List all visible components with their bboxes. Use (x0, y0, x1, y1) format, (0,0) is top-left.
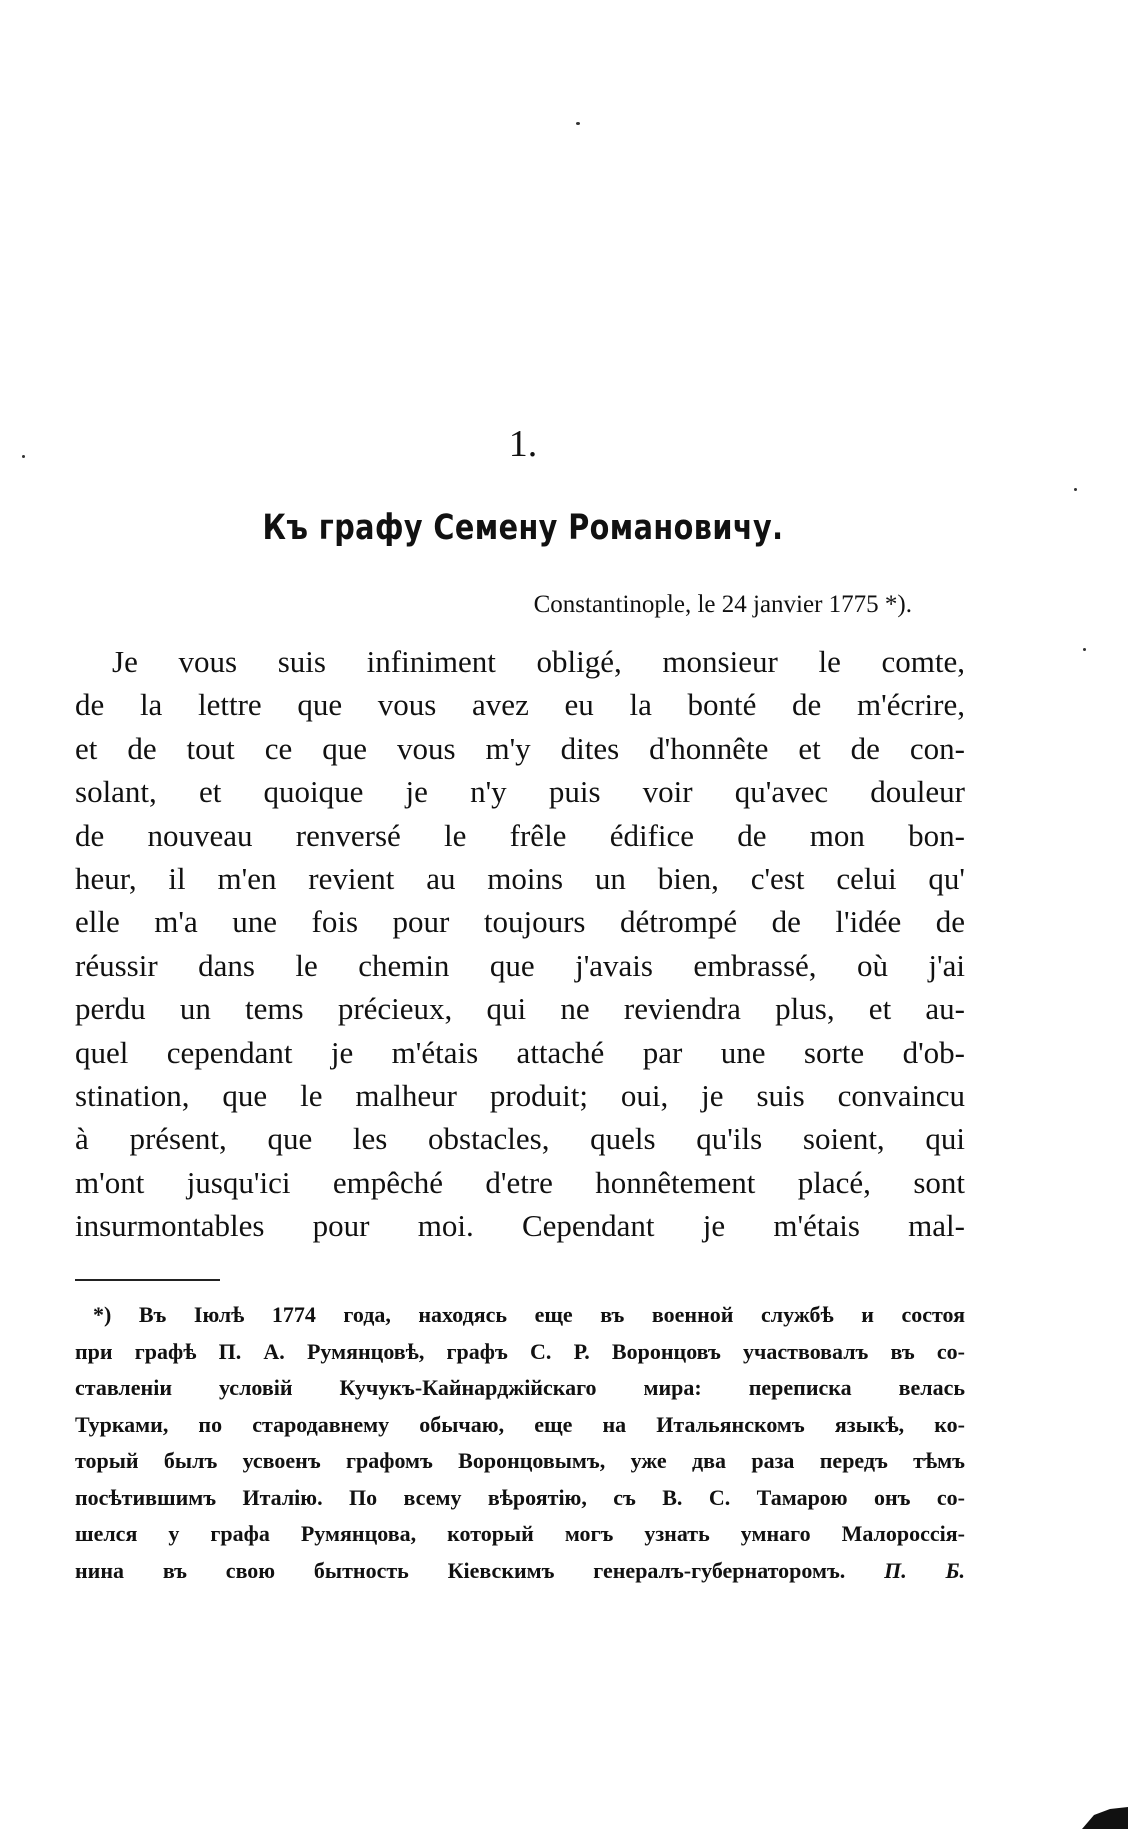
body-line: stination, que le malheur produit; oui, je suis convaincu (75, 1077, 965, 1113)
letter-body (75, 640, 965, 1247)
body-line: de la lettre que vous avez eu la bonté de m'écrire, (75, 687, 965, 723)
letter-number: 1. (508, 423, 538, 465)
footnote-last-line (75, 1553, 965, 1590)
footnote-line: при графѣ П. А. Румянцовѣ, графъ С. Р. Воронцовъ участвовалъ въ со- (75, 1338, 965, 1364)
body-line: de nouveau renversé le frêle édifice de mon bon- (75, 817, 965, 853)
print-speck (1083, 648, 1086, 651)
print-speck (1074, 488, 1077, 491)
letter-dateline: Constantinople, le 24 janvier 1775 *). (533, 591, 912, 618)
footnote-line: торый былъ усвоенъ графомъ Воронцовымъ, уже два раза передъ тѣмъ (75, 1448, 965, 1473)
footnote-line-text: нина въ свою бытность Кіевскимъ генералъ-губернаторомъ. (75, 1557, 846, 1583)
body-line: à présent, que les obstacles, quels qu'ils soient, qui (75, 1121, 965, 1157)
letter-heading: Къ графу Семену Романовичу. (262, 508, 784, 548)
page-corner-mark (1080, 1803, 1130, 1831)
footnote-line: Турками, по стародавнему обычаю, еще на Итальянскомъ языкѣ, ко- (75, 1411, 965, 1437)
footnote-line: ставленіи условій Кучукъ-Кайнарджійскаго мира: переписка велась (75, 1375, 965, 1400)
body-line: insurmontables pour moi. Cependant je m'étais mal- (75, 1208, 965, 1244)
body-line: elle m'a une fois pour toujours détrompé de l'idée de (75, 904, 965, 940)
body-line: m'ont jusqu'ici empêché d'etre honnêtement placé, sont (75, 1164, 965, 1200)
body-line: et de tout ce que vous m'y dites d'honnête et de con- (75, 730, 965, 766)
body-line: heur, il m'en revient au moins un bien, c'est celui qu' (75, 860, 965, 896)
footnote-line: *) Въ Іюлѣ 1774 года, находясь еще въ военной службѣ и состоя (93, 1302, 965, 1327)
print-speck (576, 122, 580, 125)
body-line: Je vous suis infiniment obligé, monsieur le comte, (112, 644, 965, 679)
footnote-divider (75, 1279, 220, 1281)
editor-signature: П. Б. (884, 1557, 966, 1583)
footnote-line: шелся у графа Румянцова, который могъ узнать умнаго Малороссія- (75, 1521, 965, 1546)
footnote (75, 1297, 965, 1589)
footnote-line: посѣтившимъ Италію. По всему вѣроятію, съ В. С. Тамарою онъ со- (75, 1484, 965, 1510)
body-line: réussir dans le chemin que j'avais embrassé, où j'ai (75, 947, 965, 983)
body-line: quel cependant je m'étais attaché par une sorte d'ob- (75, 1034, 965, 1070)
body-line: perdu un tems précieux, qui ne reviendra plus, et au- (75, 991, 965, 1027)
body-line: solant, et quoique je n'y puis voir qu'avec douleur (75, 774, 965, 810)
